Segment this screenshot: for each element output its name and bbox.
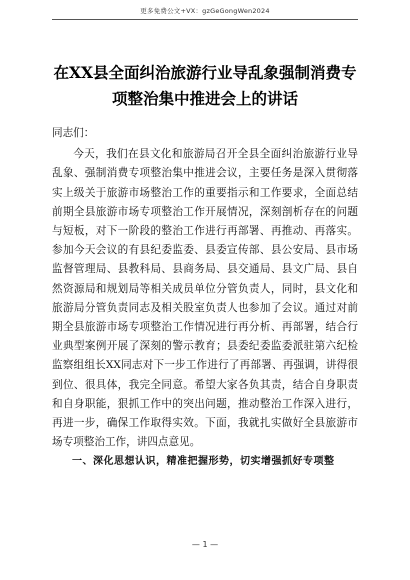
section-heading: 一、深化思想认识，精准把握形势，切实增强抓好专项整: [72, 456, 335, 468]
body-paragraph: 今天，我们在县文化和旅游局召开全县全面纠治旅游行业导乱象、强制消费专项整治集中推进会议，主要任务是深入贯彻落实上级关于旅游市场整治工作的重要指示和工作要求，全面总结前期全县旅游市场专项整治工作开展情况，深刻剖析存在的问题与短板，对下一阶段的整治工作进行再部署、再推动、再落实。参加今天会议的有县纪委监委、县委宣传部、县公安局、县市场监督管理局、县教科局、县商务局、县交通局、县文广局、县自然资源局和规划局等相关成员单位分管负责人，同时，县文化和旅游局分管负责同志及相关股室负责人也参加了会议。通过对前期全县旅游市场专项整治工作情况进行再分析、再部署，结合行业典型案例开展了深刻的警示教育；县委纪委监委派驻第六纪检监察组组长XX同志对下一步工作进行了再部署、再强调，讲得很到位、很具体，我完全同意。希望大家各负其责，结合自身职责和自身职能，狠抓工作中的突出问题，推动整治工作深入进行，再进一步，确保工作取得实效。下面，我就扎实做好全县旅游市场专项整治工作，讲四点意见。: [52, 148, 358, 449]
page-number: — 1 —: [191, 540, 219, 549]
header-note: 更多免费公文+VX：gzGeGongWen2024: [140, 7, 270, 15]
document-title: 在XX县全面纠治旅游行业导乱象强制消费专项整治集中推进会上的讲话: [53, 63, 357, 108]
header-divider: [52, 19, 358, 20]
salutation: 同志们：: [52, 127, 95, 139]
document-body: [52, 124, 358, 472]
